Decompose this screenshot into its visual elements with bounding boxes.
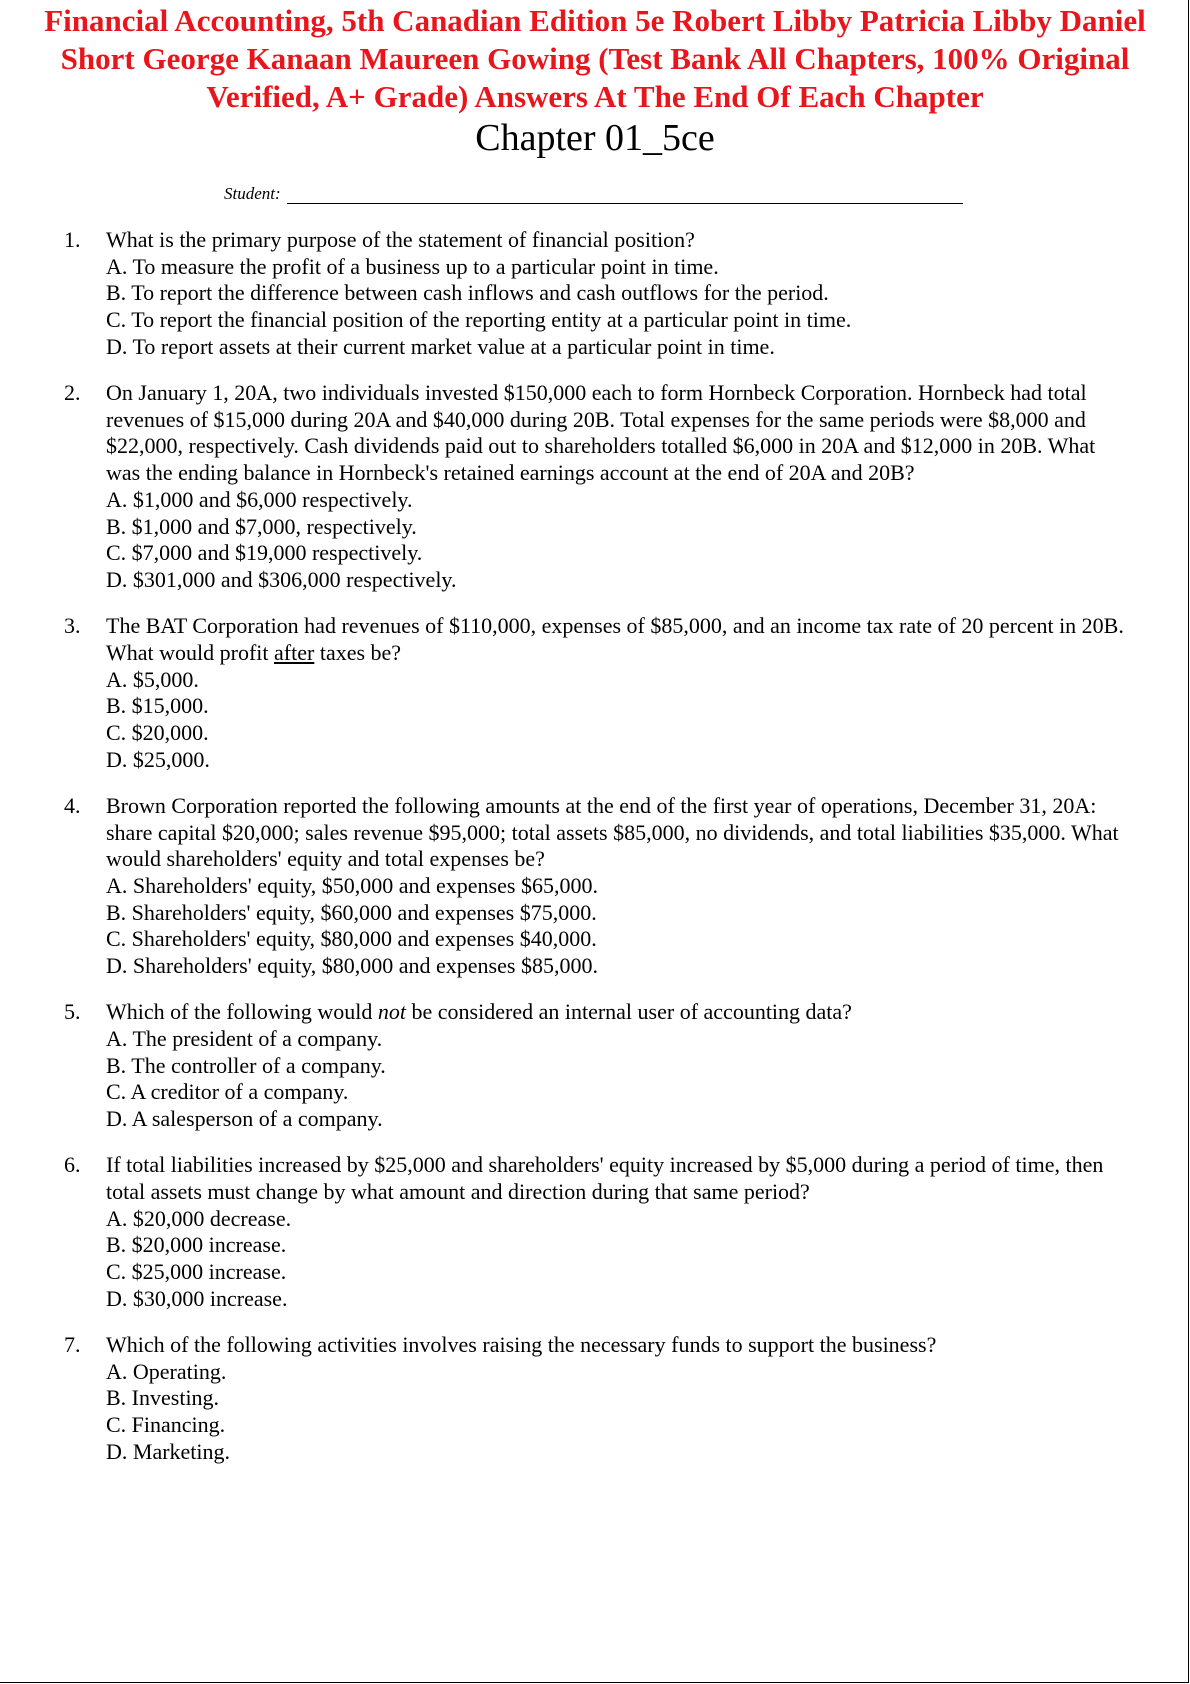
choice-c[interactable]: C. A creditor of a company. [106,1079,349,1105]
student-name-line[interactable] [287,188,963,204]
question-7 [64,1332,1124,1466]
choice-a[interactable]: A. The president of a company. [106,1025,383,1051]
stem-text: taxes be? [314,639,402,665]
choice-list [106,254,1124,361]
question-3 [64,613,1124,773]
stem-text: be considered an internal user of accounting data? [406,999,852,1025]
choice-a[interactable]: A. $20,000 decrease. [106,1205,292,1231]
question-number: 2. [64,380,81,406]
choice-list [106,873,1124,980]
question-number: 4. [64,792,81,818]
choice-d[interactable]: D. Shareholders' equity, $80,000 and expenses $85,000. [106,953,598,979]
choice-d[interactable]: D. $301,000 and $306,000 respectively. [106,566,457,592]
choice-b[interactable]: B. $20,000 increase. [106,1232,287,1258]
question-number: 3. [64,613,81,639]
choice-b[interactable]: B. $15,000. [106,693,209,719]
choice-a[interactable]: A. $1,000 and $6,000 respectively. [106,486,413,512]
choice-b[interactable]: B. Shareholders' equity, $60,000 and expenses $75,000. [106,899,597,925]
student-label: Student: [224,184,281,203]
choice-list [106,1026,1124,1133]
question-2 [64,380,1124,594]
choice-d[interactable]: D. Marketing. [106,1438,231,1464]
choice-d[interactable]: D. A salesperson of a company. [106,1106,383,1132]
student-field[interactable] [224,184,963,204]
banner-title: Financial Accounting, 5th Canadian Edition 5e Robert Libby Patricia Libby Daniel Short George Kanaan Maureen Gowing (Test Bank All Chapters, 100% Original Verified, A+ Grade) Answers At The End Of Each Chapter [44,3,1146,114]
question-number: 6. [64,1152,81,1178]
question-stem: Which of the following activities involves raising the necessary funds to support the business? [106,1332,937,1358]
choice-c[interactable]: C. Shareholders' equity, $80,000 and expenses $40,000. [106,926,597,952]
choice-d[interactable]: D. $30,000 increase. [106,1285,288,1311]
choice-c[interactable]: C. To report the financial position of the reporting entity at a particular point in time. [106,307,852,333]
stem-italic-word: not [377,999,407,1025]
choice-list [106,667,1124,774]
choice-a[interactable]: A. To measure the profit of a business up to a particular point in time. [106,253,719,279]
choice-c[interactable]: C. Financing. [106,1412,226,1438]
choice-b[interactable]: B. To report the difference between cash inflows and cash outflows for the period. [106,280,829,306]
choice-a[interactable]: A. $5,000. [106,666,199,692]
question-stem [106,999,1124,1026]
question-6 [64,1152,1124,1312]
question-number: 5. [64,999,81,1025]
question-list [64,227,1124,1485]
choice-list [106,1206,1124,1313]
choice-b[interactable]: B. Investing. [106,1385,220,1411]
stem-text: The BAT Corporation had revenues of $110,000, expenses of $85,000, and an income tax rate of 20 percent in 20B. What would profit [106,613,1124,665]
choice-list [106,487,1124,594]
question-stem: If total liabilities increased by $25,000 and shareholders' equity increased by $5,000 during a period of time, then total assets must change by what amount and direction during that same period? [106,1152,1104,1204]
choice-list [106,1359,1124,1466]
choice-c[interactable]: C. $25,000 increase. [106,1259,287,1285]
question-stem: Brown Corporation reported the following amounts at the end of the first year of operations, December 31, 20A: share capital $20,000; sales revenue $95,000; total assets $85,000, no dividends, and total liabilities $35,000. What would shareholders' equity and total expenses be? [106,792,1119,872]
question-4 [64,793,1124,980]
choice-c[interactable]: C. $20,000. [106,719,209,745]
choice-b[interactable]: B. The controller of a company. [106,1052,386,1078]
question-stem: On January 1, 20A, two individuals invested $150,000 each to form Hornbeck Corporation. Hornbeck had total revenues of $15,000 during 20A and $40,000 during 20B. Total expenses for the same periods were $8,000 and $22,000, respectively. Cash dividends paid out to shareholders totalled $6,000 in 20A and $12,000 in 20B. What was the ending balance in Hornbeck's retained earnings account at the end of 20A and 20B? [106,380,1096,486]
stem-underlined-word: after [274,639,315,665]
question-5 [64,999,1124,1133]
question-number: 1. [64,227,81,252]
choice-a[interactable]: A. Operating. [106,1358,227,1384]
choice-a[interactable]: A. Shareholders' equity, $50,000 and expenses $65,000. [106,872,598,898]
chapter-title: Chapter 01_5ce [475,117,715,159]
choice-c[interactable]: C. $7,000 and $19,000 respectively. [106,540,423,566]
question-stem [106,613,1124,666]
question-1 [64,227,1124,361]
question-number: 7. [64,1332,81,1358]
question-stem: What is the primary purpose of the statement of financial position? [106,227,695,252]
choice-d[interactable]: D. To report assets at their current market value at a particular point in time. [106,333,775,359]
choice-b[interactable]: B. $1,000 and $7,000, respectively. [106,513,417,539]
choice-d[interactable]: D. $25,000. [106,746,210,772]
stem-text: Which of the following would [106,999,378,1025]
